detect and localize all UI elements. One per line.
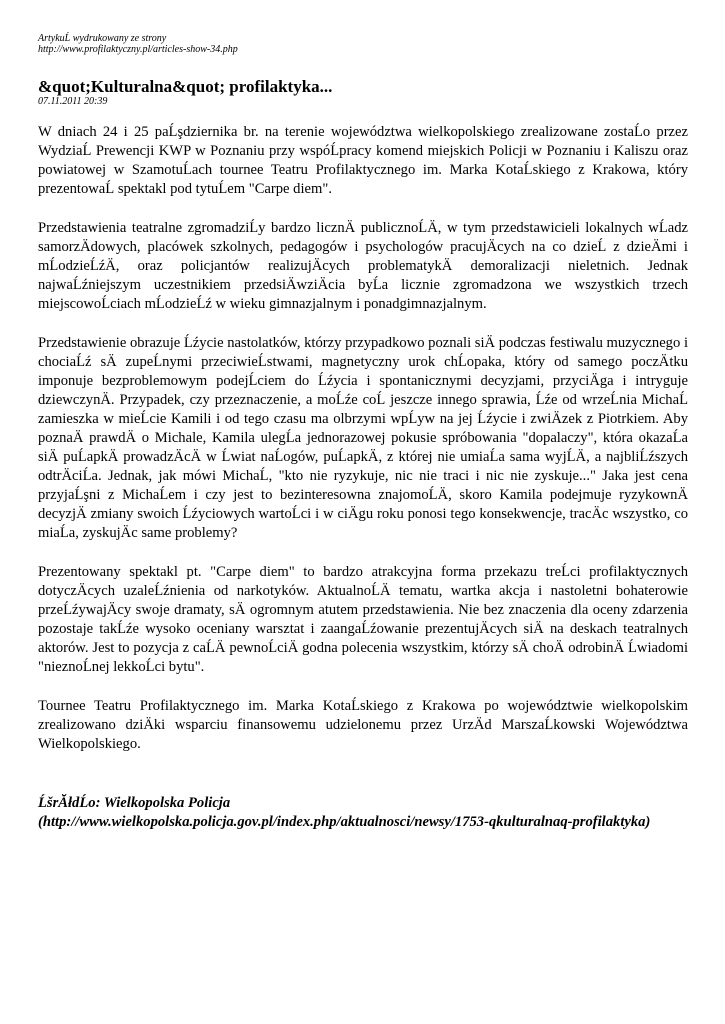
article-paragraph: Przedstawienie obrazuje Ĺźycie nastolatków, którzy przypadkowo poznali siÄ podczas festiwalu muzycznego i chociaĹź sÄ zupeĹnymi przeciwieĹstwami, magnetyczny urok chĹopaka, który od samego poczÄtku imponuje bezproblemowym podejĹciem do Ĺźycia i spontanicznymi decyzjami, przyciÄga i intryguje dziewczynÄ. Przypadek, czy przeznaczenie, a moĹźe coĹ jeszcze innego sprawia, Ĺźe od wrzeĹnia MichaĹ zamieszka w mieĹcie Kamili i od tego czasu ma olbrzymi wpĹyw na jej Ĺźycie i zwiÄzek z Piotrkiem. Aby poznaÄ prawdÄ o Michale, Kamila ulegĹa jednorazowej pokusie spróbowania "dopalaczy", która okazaĹa siÄ puĹapkÄ prowadzÄcÄ w Ĺwiat naĹogów, puĹapkÄ, z której nie umiaĹa sama wyjĹÄ, a najbliĹźszych odtrÄciĹa. Jednak, jak mówi MichaĹ, "kto nie ryzykuje, nic nie traci i nic nie zyskuje..." Jaka jest cena przyjaĹşni z MichaĹem i czy jest to bezinteresowna znajomoĹÄ, skoro Kamila podejmuje ryzykownÄ decyzjÄ zmiany swoich Ĺźyciowych wartoĹci i w ciÄgu roku ponosi tego konsekwencje, tracÄc wszystko, co miaĹa, zyskujÄc same problemy? xyxy=(38,335,688,541)
source-url: (http://www.wielkopolska.policja.gov.pl/index.php/aktualnosci/newsy/1753-qkulturalnaq-profilaktyka) xyxy=(38,814,651,830)
article-body xyxy=(38,123,688,754)
article-date: 07.11.2011 20:39 xyxy=(38,96,108,107)
article-paragraph: Przedstawienia teatralne zgromadziĹy bardzo licznÄ publicznoĹÄ, w tym przedstawicieli lokalnych wĹadz samorzÄdowych, placówek szkolnych, pedagogów i psychologów pracujÄcych na co dzieĹ z dzieÄmi i mĹodzieĹźÄ, oraz policjantów realizujÄcych problematykÄ demoralizacji nieletnich. Jednak najwaĹźniejszym uczestnikiem przedsiÄwziÄcia byĹa licznie zgromadzona we wszystkich trzech miejscowoĹciach mĹodzieĹź w wieku gimnazjalnym i ponadgimnazjalnym. xyxy=(38,220,688,312)
article-paragraph: Prezentowany spektakl pt. "Carpe diem" to bardzo atrakcyjna forma przekazu treĹci profilaktycznych dotyczÄcych uzaleĹźnienia od narkotyków. AktualnoĹÄ tematu, wartka akcja i nastoletni bohaterowie przeĹźywajÄcy swoje dramaty, sÄ ogromnym atutem przedstawienia. Nie bez znaczenia dla oceny zdarzenia pozostaje takĹźe wysoko oceniany warsztat i zaangaĹźowanie prezentujÄcych siÄ na deskach teatralnych aktorów. Jest to pozycja z caĹÄ pewnoĹciÄ godna polecenia wszystkim, którzy sÄ choÄ odrobinÄ Ĺwiadomi "nieznoĹnej lekkoĹci bytu". xyxy=(38,564,688,675)
article-paragraph: Tournee Teatru Profilaktycznego im. Marka KotaĹskiego z Krakowa po województwie wielkopolskim zrealizowano dziÄki wsparciu finansowemu udzielonemu przez UrzÄd MarszaĹkowski Województwa Wielkopolskiego. xyxy=(38,698,688,752)
article-paragraph: W dniach 24 i 25 paĹşdziernika br. na terenie województwa wielkopolskiego zrealizowane zostaĹo przez WydziaĹ Prewencji KWP w Poznaniu przy wspóĹpracy komend miejskich Policji w Poznaniu i Kaliszu oraz powiatowej w SzamotuĹach tournee Teatru Profilaktycznego im. Marka KotaĹskiego z Krakowa, który prezentowaĹ spektakl pod tytuĹem "Carpe diem". xyxy=(38,124,688,197)
print-header xyxy=(38,33,688,55)
print-header-url: http://www.profilaktyczny.pl/articles-show-34.php xyxy=(38,44,238,55)
article-source xyxy=(38,794,688,832)
source-label: ĹšrĂłdĹo: Wielkopolska Policja xyxy=(38,795,231,811)
print-header-label: ArtykuĹ wydrukowany ze strony xyxy=(38,33,167,44)
printed-page xyxy=(38,33,688,832)
article-title: &quot;Kulturalna&quot; profilaktyka... xyxy=(38,77,333,96)
